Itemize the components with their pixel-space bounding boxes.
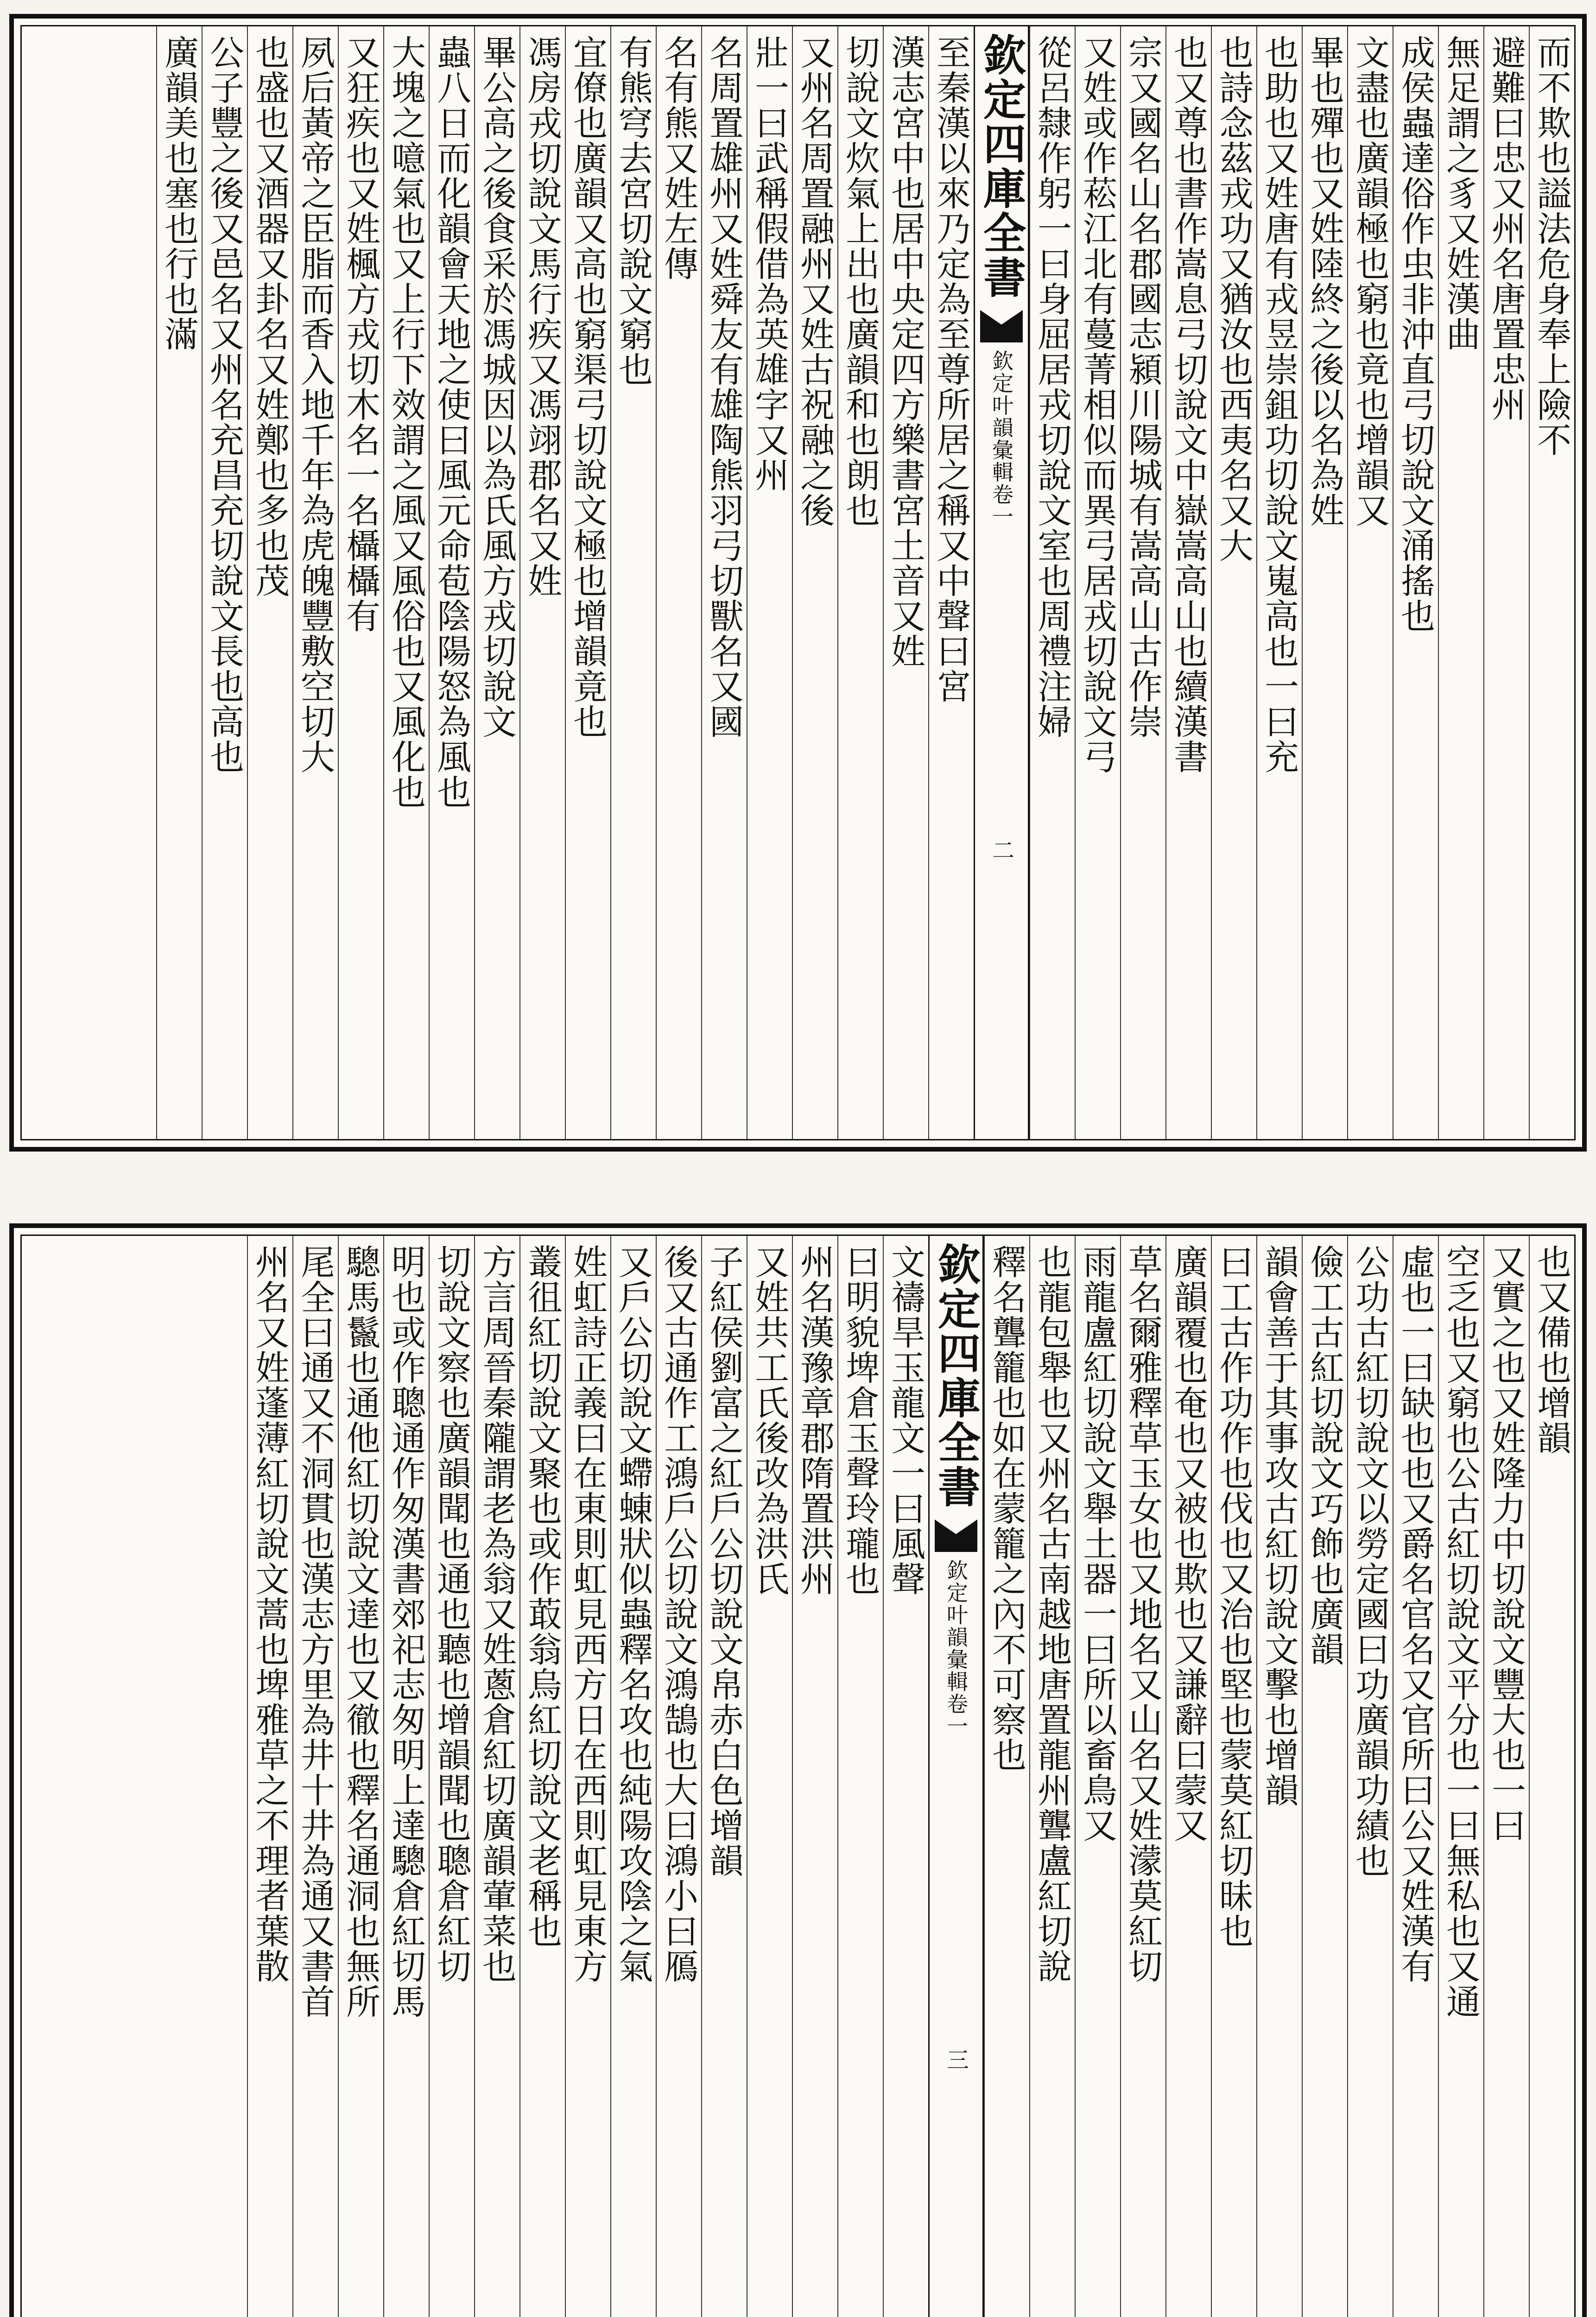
text-column: 文盡也廣韻極也窮也竟也增韻又 (1347, 26, 1393, 1139)
text-column: 馮房戎切說文馬行疾又馮翊郡名又姓 (519, 26, 565, 1139)
text-column: 虛也一曰缺也也又爵名官名又官所曰公又姓漢有 (1393, 1236, 1438, 2317)
text-column: 明也或作聰通作匆漢書郊祀志匆明上達驄倉紅切馬 (383, 1236, 429, 2317)
text-column: 名周置雄州又姓舜友有雄陶熊羽弓切獸名又國 (701, 26, 747, 1139)
text-column: 名有熊又姓左傳 (656, 26, 701, 1139)
book-title: 欽定四庫全書 (931, 1242, 981, 1509)
text-column: 又狂疾也又姓楓方戎切木名一名欇欇有 (338, 26, 383, 1139)
text-column: 又戶公切說文螮蝀狀似蟲釋名攻也純陽攻陰之氣 (610, 1236, 656, 2317)
text-column: 公功古紅切說文以勞定國曰功廣韻功績也 (1347, 1236, 1393, 2317)
text-column: 又實之也又姓隆力中切說文豐大也一曰 (1483, 1236, 1529, 2317)
text-column: 也龍包舉也又州名古南越地唐置龍州聾盧紅切說 (1029, 1236, 1075, 2317)
text-column: 姓虹詩正義曰在東則虹見西方日在西則虹見東方 (565, 1236, 610, 2317)
lower-text-frame (20, 1234, 1576, 2317)
lower-center-column (928, 1236, 984, 2317)
text-column: 有熊穹去宮切說文窮也 (610, 26, 656, 1139)
text-column: 宗又國名山名郡國志潁川陽城有嵩高山古作崇 (1120, 26, 1165, 1139)
book-title: 欽定四庫全書 (976, 33, 1026, 300)
text-column: 空乏也又窮也公古紅切說文平分也一曰無私也又通 (1438, 1236, 1483, 2317)
text-column: 漢志宮中也居中央定四方樂書宮土音又姓 (883, 26, 928, 1139)
text-column: 文禱旱玉龍文一曰風聲 (883, 1236, 928, 2317)
text-column: 廣韻美也塞也行也滿 (156, 26, 202, 1139)
lower-right-columns (984, 1236, 1574, 2317)
text-column: 避難曰忠又州名唐置忠州 (1483, 26, 1529, 1139)
text-column: 尾全曰通又不洞貫也漢志方里為井十井為通又書首 (292, 1236, 338, 2317)
fish-tail-mark-icon (935, 1519, 977, 1552)
upper-center-column (974, 26, 1029, 1139)
text-column: 切說文察也廣韻聞也通也聽也增韻聞也聰倉紅切 (429, 1236, 474, 2317)
upper-text-frame (20, 25, 1576, 1140)
text-column: 畢也殫也又姓陸終之後以名為姓 (1302, 26, 1347, 1139)
text-column: 蟲八日而化韻會天地之使曰風元命苞陰陽怒為風也 (429, 26, 474, 1139)
text-column: 畢公高之後食采於馮城因以為氏風方戎切說文 (474, 26, 519, 1139)
lower-text-block (9, 1223, 1587, 2317)
text-column: 釋名聾籠也如在蒙籠之內不可察也 (984, 1236, 1029, 2317)
text-column: 儉工古紅切說文巧飾也廣韻 (1302, 1236, 1347, 2317)
text-column: 廣韻覆也奄也又被也欺也又謙辭曰蒙又 (1165, 1236, 1211, 2317)
volume-label: 卷一 (989, 483, 1014, 528)
text-column: 也詩念茲戎功又猶汝也西夷名又大 (1211, 26, 1256, 1139)
text-column: 宜僚也廣韻又高也窮渠弓切說文極也增韻竟也 (565, 26, 610, 1139)
upper-left-columns (156, 26, 974, 1139)
text-column: 也助也又姓唐有戎昱崇鉏功切說文嵬高也一曰充 (1256, 26, 1302, 1139)
text-column: 州名漢豫章郡隋置洪州 (792, 1236, 837, 2317)
page-number: 二 (988, 839, 1014, 861)
text-column: 草名爾雅釋草玉女也又地名又山名又姓濛莫紅切 (1120, 1236, 1165, 2317)
text-column: 曰明貌埤倉玉聲玲瓏也 (837, 1236, 883, 2317)
lower-left-columns (247, 1236, 928, 2317)
text-column: 無足謂之豸又姓漢曲 (1438, 26, 1483, 1139)
text-column: 而不欺也謚法危身奉上險不 (1529, 26, 1574, 1139)
text-column: 至秦漢以來乃定為至尊所居之稱又中聲曰宮 (928, 26, 974, 1139)
text-column: 也又備也增韻 (1529, 1236, 1574, 2317)
upper-right-columns (1029, 26, 1574, 1139)
text-column: 曰工古作功作也伐也又治也堅也蒙莫紅切昧也 (1211, 1236, 1256, 2317)
text-column: 雨龍盧紅切說文舉土器一曰所以畜鳥又 (1075, 1236, 1120, 2317)
text-column: 驄馬鬣也通他紅切說文達也又徹也釋名通洞也無所 (338, 1236, 383, 2317)
text-column: 切說文炊氣上出也廣韻和也朗也 (837, 26, 883, 1139)
text-column: 又州名周置融州又姓古祝融之後 (792, 26, 837, 1139)
text-column: 壯一曰武稱假借為英雄字又州 (747, 26, 792, 1139)
text-column: 州名又姓蓬薄紅切說文蒿也埤雅草之不理者葉散 (247, 1236, 292, 2317)
text-column: 又姓共工氏後改為洪氏 (747, 1236, 792, 2317)
book-subtitle: 欽定叶韻彙輯 (944, 1559, 969, 1693)
text-column: 子紅侯劉富之紅戶公切說文帛赤白色增韻 (701, 1236, 747, 2317)
text-column: 也盛也又酒器又卦名又姓鄭也多也茂 (247, 26, 292, 1139)
text-column: 也又尊也書作嵩息弓切說文中嶽嵩高山也續漢書 (1165, 26, 1211, 1139)
upper-text-block (9, 14, 1587, 1152)
text-column: 成侯蟲達俗作虫非沖直弓切說文涌搖也 (1393, 26, 1438, 1139)
page-number: 三 (943, 2048, 969, 2070)
text-column: 夙后黃帝之臣脂而香入地千年為虎魄豐敷空切大 (292, 26, 338, 1139)
fish-tail-mark-icon (980, 310, 1023, 342)
text-column: 又姓或作菘江北有蔓菁相似而異弓居戎切說文弓 (1075, 26, 1120, 1139)
text-column: 方言周晉秦隴謂老為翁又姓蔥倉紅切廣韻葷菜也 (474, 1236, 519, 2317)
text-column: 公子豐之後又邑名又州名充昌充切說文長也高也 (202, 26, 247, 1139)
text-column: 從呂隸作躬一曰身屈居戎切說文室也周禮注婦 (1029, 26, 1075, 1139)
text-column: 韻會善于其事攻古紅切說文擊也增韻 (1256, 1236, 1302, 2317)
text-column: 大塊之噫氣也又上行下效謂之風又風俗也又風化也 (383, 26, 429, 1139)
text-column: 後又古通作工鴻戶公切說文鴻鵠也大曰鴻小曰鴈 (656, 1236, 701, 2317)
book-subtitle: 欽定叶韻彙輯 (989, 350, 1014, 483)
volume-label: 卷一 (944, 1693, 969, 1737)
text-column: 叢徂紅切說文聚也或作菆翁烏紅切說文老稱也 (519, 1236, 565, 2317)
